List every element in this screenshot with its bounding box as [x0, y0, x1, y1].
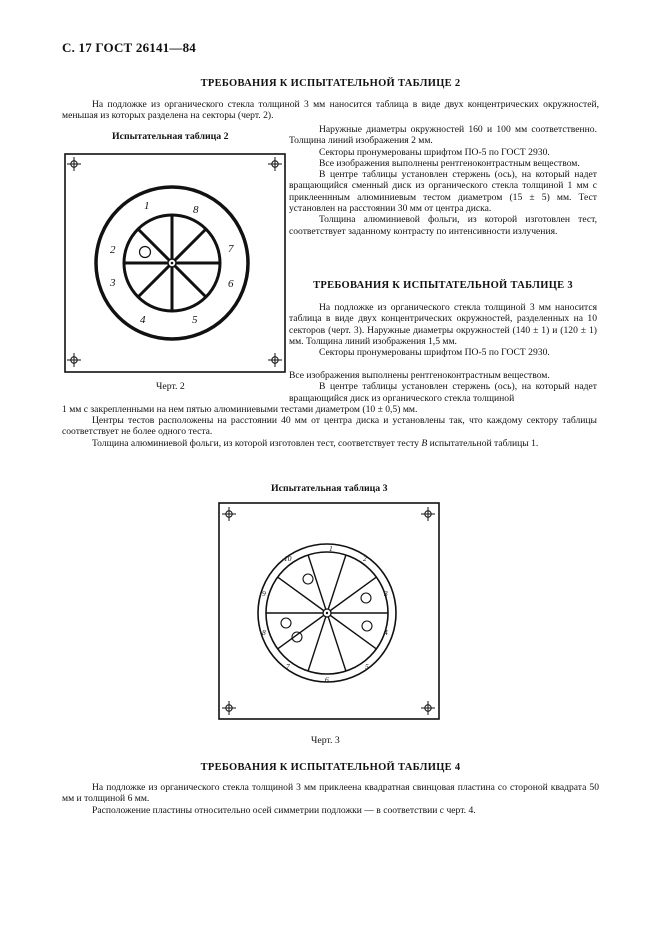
section3-p1: На подложке из органического стекла толщиной 3 мм наносится таблица в виде двух концентрических окружностей, разделенных на 10 секторов (черт. 3). Наружные диаметры окружностей (140 ± 1) и (120 ± 1) мм. Толщина линий изображения 1,5 мм.	[289, 302, 597, 347]
section2-p3: Все изображения выполнены рентгеноконтрастным веществом.	[319, 157, 580, 169]
registration-mark	[421, 507, 435, 521]
sector-label: 5	[365, 662, 369, 671]
figure3-title: Испытательная таблица 3	[271, 483, 388, 494]
figure2-title: Испытательная таблица 2	[112, 131, 229, 142]
section2-text-column	[289, 124, 597, 237]
sector-divider	[327, 577, 376, 613]
sector-label: 7	[228, 243, 234, 255]
section4-title: ТРЕБОВАНИЯ К ИСПЫТАТЕЛЬНОЙ ТАБЛИЦЕ 4	[200, 762, 461, 773]
figure2-drawing	[64, 153, 286, 373]
aluminium-test	[303, 574, 313, 584]
sector-label: 2	[363, 554, 367, 563]
sector-label: 6	[325, 675, 329, 684]
sector-divider	[308, 613, 327, 671]
page-header: С. 17 ГОСТ 26141—84	[62, 40, 196, 55]
section2-intro: На подложке из органического стекла толщиной 3 мм наносится таблица в виде двух концентрических окружностей, меньшая из которых разделена на секторы (черт. 2).	[62, 99, 599, 122]
figure3-caption: Черт. 3	[311, 735, 340, 746]
section3-p5: Центры тестов расположены на расстоянии 40 мм от центра диска и установлены так, что каждому сектору таблицы соответствует не более одного теста.	[62, 415, 597, 438]
registration-mark	[421, 701, 435, 715]
sector-label: 2	[110, 244, 116, 256]
registration-mark	[268, 353, 282, 367]
registration-mark	[67, 157, 81, 171]
section3-p4b: 1 мм с закрепленными на нем пятью алюминиевыми тестами диаметром (10 ± 0,5) мм.	[62, 403, 418, 415]
section2-p1: Наружные диаметры окружностей 160 и 100 мм соответственно. Толщина линий изображения 2 мм.	[289, 124, 597, 147]
figure2-caption: Черт. 2	[156, 381, 185, 392]
sector-label: 1	[329, 544, 333, 553]
sector-label: 10	[284, 554, 292, 563]
sector-label: 7	[286, 662, 290, 671]
section3-title: ТРЕБОВАНИЯ К ИСПЫТАТЕЛЬНОЙ ТАБЛИЦЕ 3	[313, 280, 573, 291]
sector-label: 4	[384, 628, 388, 637]
section2-p2: Секторы пронумерованы шрифтом ПО-5 по ГОСТ 2930.	[319, 146, 550, 158]
registration-mark	[268, 157, 282, 171]
sector-label: 8	[262, 628, 266, 637]
section4-p2: Расположение пластины относительно осей симметрии подложки — в соответствии с черт. 4.	[92, 804, 476, 816]
section4-p1: На подложке из органического стекла толщиной 3 мм приклеена квадратная свинцовая пластина со стороной квадрата 50 мм и толщиной 6 мм.	[62, 782, 599, 805]
registration-mark	[222, 507, 236, 521]
sector-label: 9	[262, 589, 266, 598]
section3-p4a: В центре таблицы установлен стержень (ось), на который надет вращающийся диск из органического стекла толщиной	[289, 381, 597, 404]
section2-p5: Толщина алюминиевой фольги, из которой изготовлен тест, соответствует заданному контрасту по интенсивности излучения.	[289, 214, 597, 237]
sector-label: 3	[110, 277, 116, 289]
sector-divider	[278, 577, 327, 613]
section2-p4: В центре таблицы установлен стержень (ось), на который надет вращающийся сменный диск из органического стекла толщиной 1 мм с приклееннным алюминиевым тестом диаметром (15 ± 5) мм. Тест установлен на расстоянии 30 мм от центра диска.	[289, 169, 597, 215]
aluminium-test	[361, 593, 371, 603]
section3-p2: Секторы пронумерованы шрифтом ПО-5 по ГОСТ 2930.	[319, 347, 550, 359]
sector-label: 4	[140, 314, 146, 326]
sector-label: 1	[144, 200, 150, 212]
section4-text	[62, 782, 599, 816]
sector-label: 3	[384, 589, 388, 598]
section3-text-column	[289, 302, 597, 358]
section3-fullwidth-text	[62, 370, 597, 449]
sector-divider	[308, 555, 327, 613]
section2-title: ТРЕБОВАНИЯ К ИСПЫТАТЕЛЬНОЙ ТАБЛИЦЕ 2	[200, 78, 461, 89]
section3-p3: Все изображения выполнены рентгеноконтрастным веществом.	[289, 370, 550, 381]
figure3-drawing	[218, 502, 440, 720]
sector-divider	[327, 613, 346, 671]
aluminium-test	[140, 247, 151, 258]
aluminium-test	[281, 618, 291, 628]
registration-mark	[222, 701, 236, 715]
registration-mark	[67, 353, 81, 367]
sector-label: 8	[193, 204, 199, 216]
sector-divider	[327, 555, 346, 613]
sector-label: 5	[192, 314, 198, 326]
aluminium-test	[362, 621, 372, 631]
sector-label: 6	[228, 278, 234, 290]
section3-p6: Толщина алюминиевой фольги, из которой изготовлен тест, соответствует тесту B испытательной таблицы 1.	[92, 437, 539, 449]
